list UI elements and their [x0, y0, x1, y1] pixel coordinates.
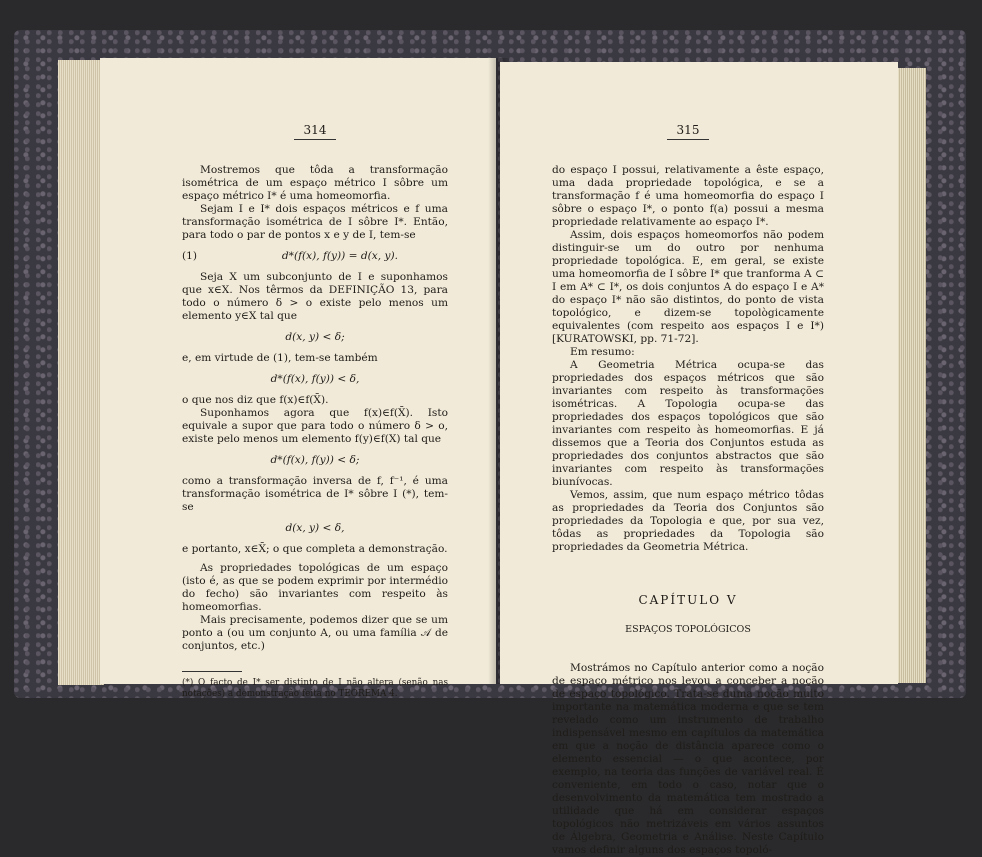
page-edges-left [58, 60, 104, 685]
equation-body: d*(f(x), f(y)) = d(x, y). [281, 250, 398, 262]
paragraph: Mostrámos no Capítulo anterior como a noção de espaço métrico nos levou a conceber a noção de espaço topológico. Trata-se duma noção muito importante na matemática moderna e que se tem revelado como um instrumento de trabalho indispensável mesmo em capítulos da matemática em que a noção de distância aparece como o elemento essencial — o que acontece, por exemplo, na teoria das funções de variável real. É conveniente, em todo o caso, notar que o desenvolvimento da matemática tem mostrado a utilidade que há em considerar espaços topológicos não metrizáveis em vários assuntos de Álgebra, Geometria e Análise. Neste Capítulo vamos definir alguns dos espaços topoló- [552, 662, 824, 856]
paragraph: As propriedades topológicas de um espaço (isto é, as que se podem exprimir por intermédio do fecho) são invariantes com respeito às homeomorfias. [182, 562, 448, 613]
footnote-rule [182, 671, 242, 672]
paragraph: Vemos, assim, que num espaço métrico tôdas as propriedades da Teoria dos Conjuntos são propriedades da Topologia e que, por sua vez, tôdas as propriedades da Topologia são propriedades da Geometria Métrica. [552, 489, 824, 553]
paragraph: e, em virtude de (1), tem-se também [182, 352, 378, 364]
paragraph: Mais precisamente, podemos dizer que se um ponto a (ou um conjunto A, ou uma família 𝒜 de conjuntos, etc.) [182, 614, 448, 652]
equation-label: (1) [182, 250, 198, 262]
paragraph: Em resumo: [570, 346, 635, 358]
equation [182, 250, 448, 263]
paragraph: Assim, dois espaços homeomorfos não podem distinguir-se um do outro por nenhuma propriedade topológica. E, em geral, se existe uma homeomorfia de I sôbre I* que tranforma A ⊂ I em A* ⊂ I*, os dois conjuntos A do espaço I e A* do espaço I* não são distintos, do ponto de vista topológico, e dizem-se topològicamente equivalentes (com respeito aos espaços I e I*) [KURATOWSKI, pp. 71-72]. [552, 229, 824, 345]
page-number: 314 [182, 124, 448, 140]
paragraph: Sejam I e I* dois espaços métricos e f uma transformação isométrica de I sôbre I*. Então, para todo o par de pontos x e y de I, tem-se [182, 203, 448, 241]
paragraph: Suponhamos agora que f(x)∈f(X̄). Isto equivale a supor que para todo o número δ > o, existe pelo menos um elemento f(y)∈f(X) tal que [182, 407, 448, 445]
footnote: (*) O facto de I* ser distinto de I não altera (senão nas notações) a demonstração feita no TEOREMA 4. [182, 678, 448, 699]
paragraph: o que nos diz que f(x)∈f(X̄). [182, 394, 329, 406]
equation: d*(f(x), f(y)) < δ; [270, 454, 360, 466]
page-number: 315 [552, 124, 824, 140]
paragraph: e portanto, x∈X̄; o que completa a demonstração. [182, 543, 448, 555]
paragraph: Mostremos que tôda a transformação isométrica de um espaço métrico I sôbre um espaço métrico I* é uma homeomorfia. [182, 164, 448, 202]
paragraph: Seja X um subconjunto de I e suponhamos que x∈X. Nos têrmos da DEFINIÇÃO 13, para todo o número δ > o existe pelo menos um elemento y∈X tal que [182, 271, 448, 322]
chapter-heading: CAPÍTULO V [638, 593, 738, 607]
paragraph: do espaço I possui, relativamente a êste espaço, uma dada propriedade topológica, e se a transformação f é uma homeomorfia do espaço I sôbre o espaço I*, o ponto f(a) possui a mesma propriedade relativamente ao espaço I*. [552, 164, 824, 228]
page-edges-right [896, 68, 926, 683]
paragraph: como a transformação inversa de f, f⁻¹, é uma transformação isométrica de I* sôbre I (*), tem-se [182, 475, 448, 513]
equation: d(x, y) < δ; [285, 331, 345, 343]
paragraph: A Geometria Métrica ocupa-se das propriedades dos espaços métricos que são invariantes com respeito às transformações isométricas. A Topologia ocupa-se das propriedades dos espaços topológicos que são invariantes com respeito às homeomorfias. E já dissemos que a Teoria dos Conjuntos estuda as propriedades dos conjuntos abstractos que são invariantes com respeito às transformações biunívocas. [552, 359, 824, 488]
right-page [500, 62, 898, 856]
section-heading: ESPAÇOS TOPOLÓGICOS [625, 624, 751, 635]
left-page [100, 58, 496, 699]
equation: d(x, y) < δ, [285, 522, 345, 534]
equation: d*(f(x), f(y)) < δ, [270, 373, 360, 385]
